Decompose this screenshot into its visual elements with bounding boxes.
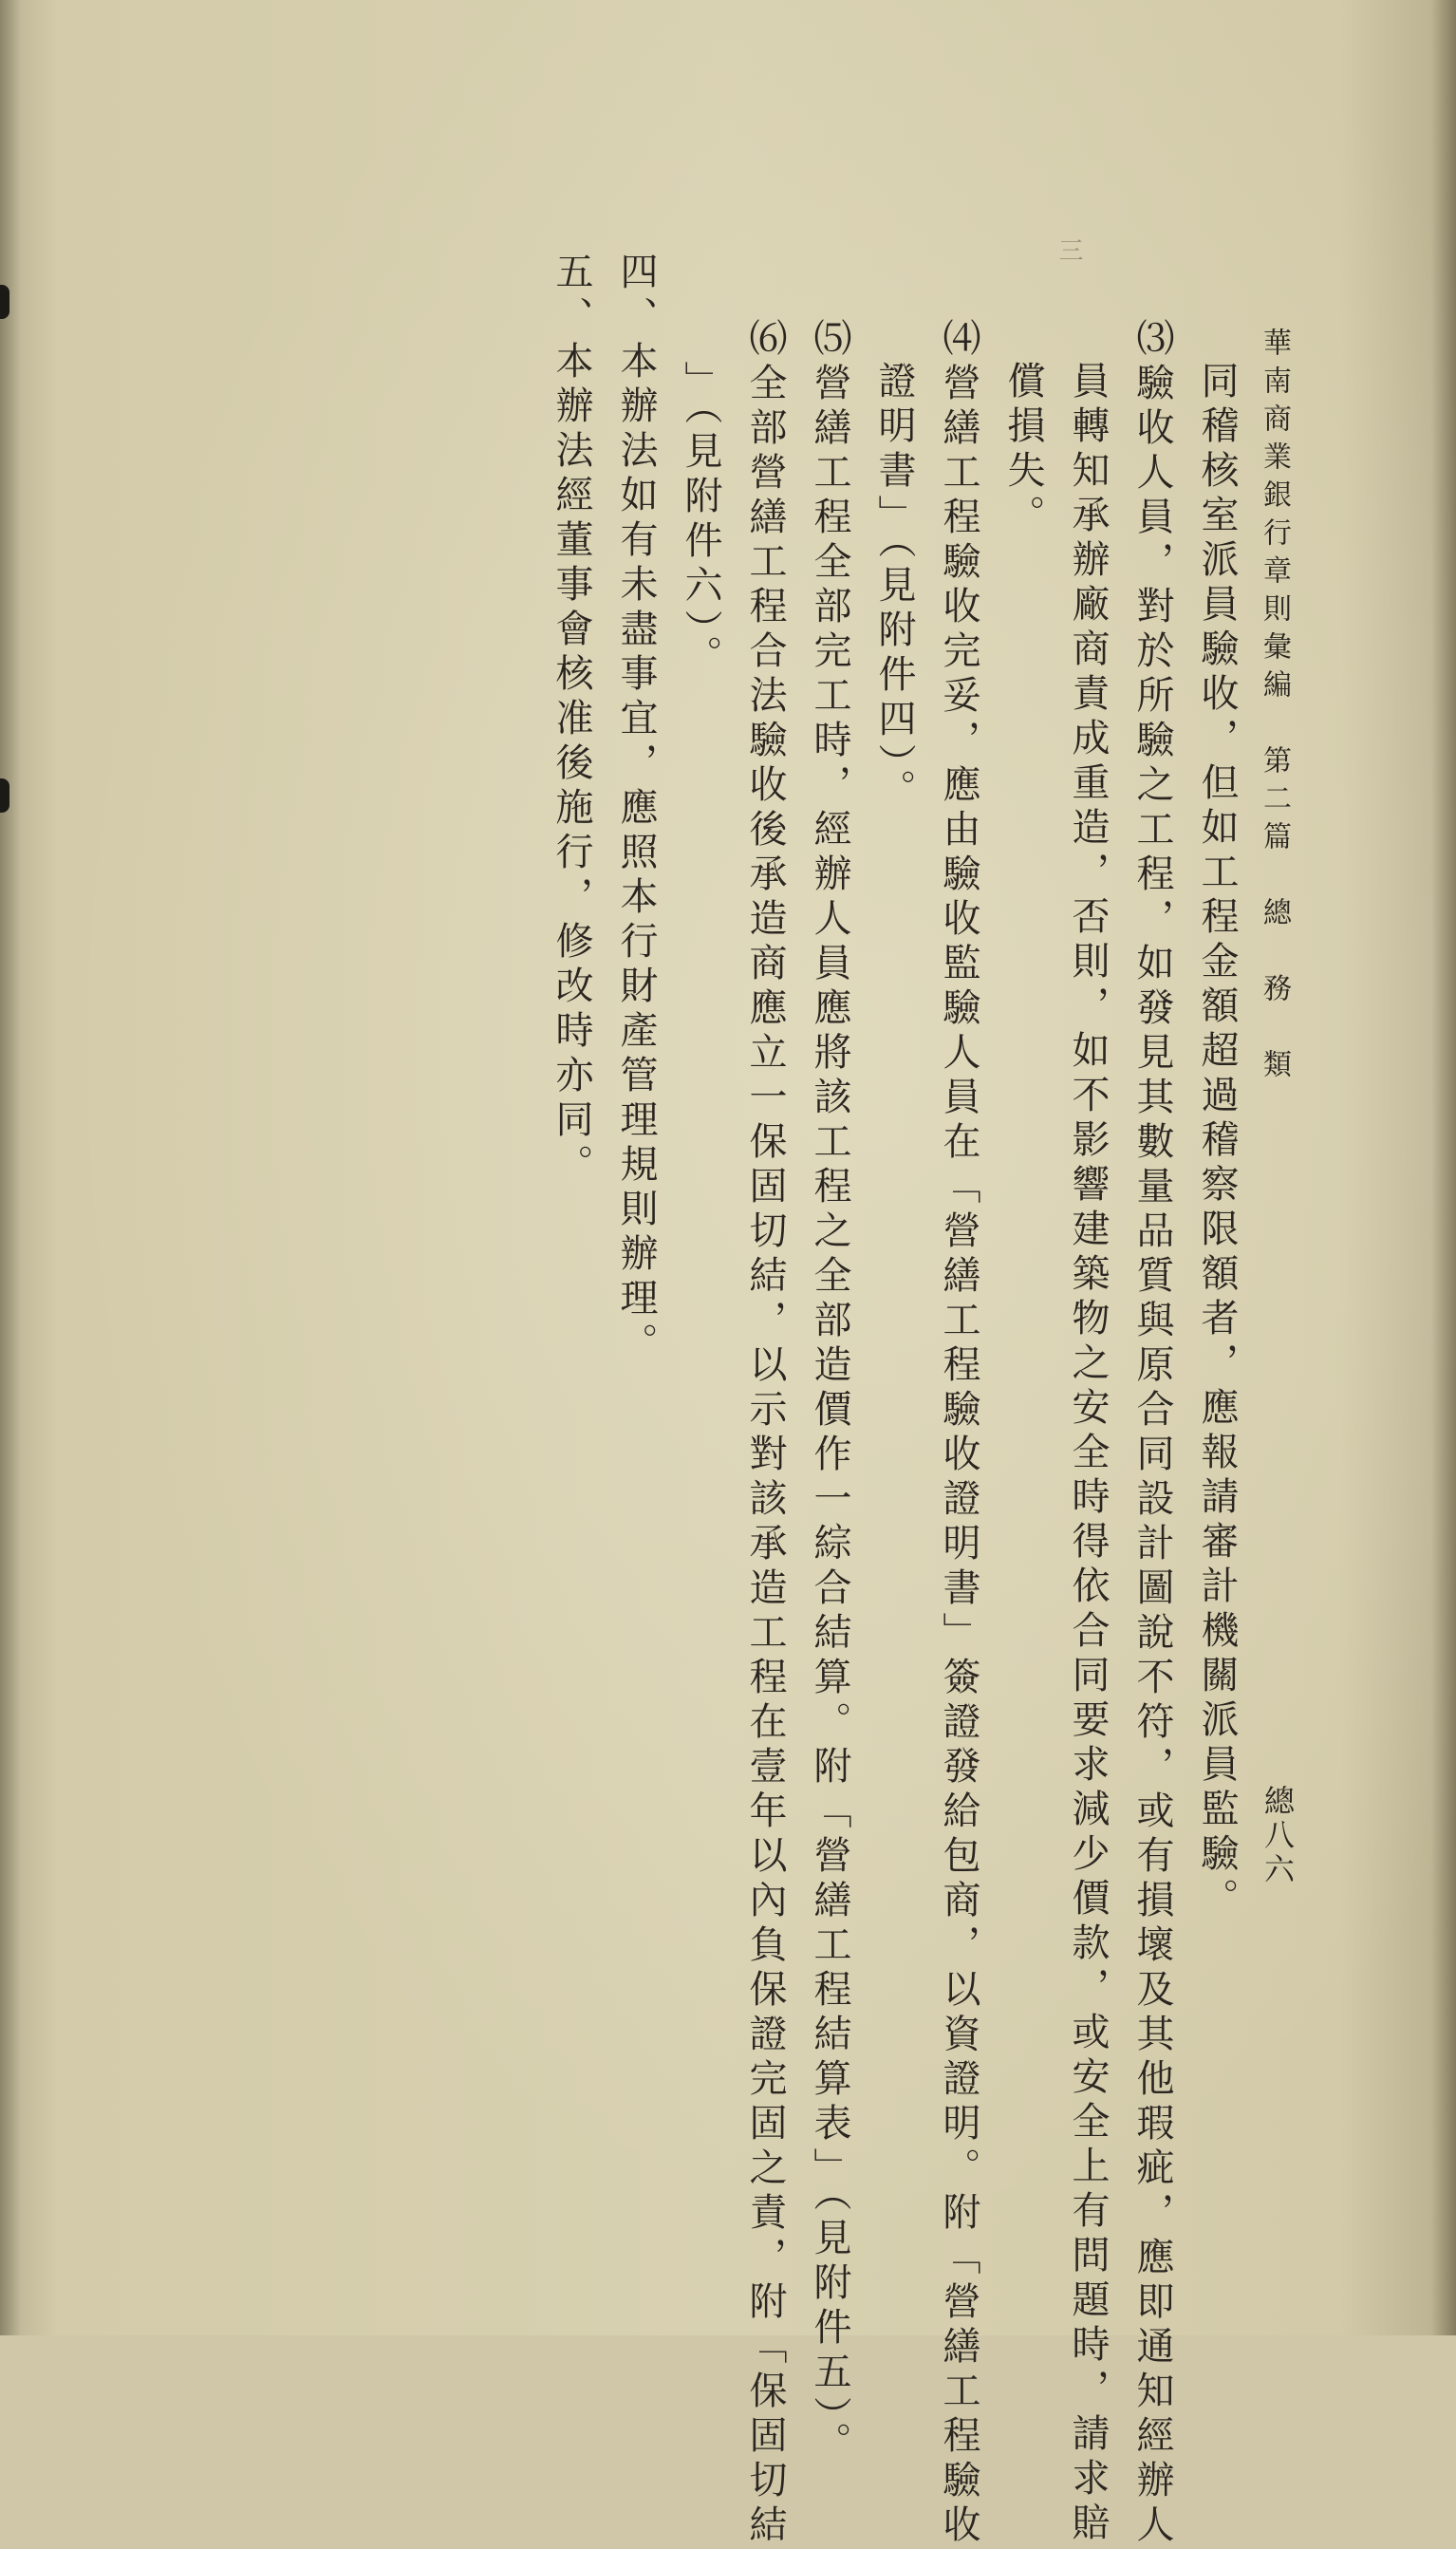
ink-smudge: 三 [1055, 237, 1083, 262]
text-column: 」（見附件六）。 [679, 361, 722, 680]
text-column: 同稽核室派員驗收，但如工程金額超過稽察限額者，應報請審計機關派員監驗。 [1195, 361, 1239, 1922]
text-column: 五、本辦法經董事會核准後施行，修改時亦同。 [550, 252, 593, 1189]
running-title: 華南商業銀行章則彙編 第二篇 總 務 類 [1258, 328, 1291, 1087]
binding-hole-mark [0, 778, 9, 813]
text-column: ⑹全部營繕工程合法驗收後承造商應立一保固切結，以示對該承造工程在壹年以內負保證完固之責，附「保固切結 [743, 318, 787, 2549]
page-edge-shadow-right [1431, 0, 1456, 2335]
text-column: 償損失。 [1001, 361, 1045, 539]
text-column: 證明書」（見附件四）。 [872, 361, 916, 814]
text-column: ⑷營繕工程驗收完妥，應由驗收監驗人員在「營繕工程驗收證明書」簽證發給包商，以資證明。附「營繕工程驗收 [937, 318, 980, 2549]
text-column: ⑸營繕工程全部完工時，經辦人員應將該工程之全部造價作一綜合結算。附「營繕工程結算表」（見附件五）。 [808, 318, 851, 2466]
text-column: 四、本辦法如有未盡事宜，應照本行財產管理規則辦理。 [614, 252, 658, 1367]
binding-hole-mark [0, 285, 9, 319]
page-folio: 總八六 [1260, 1785, 1296, 1887]
page-edge-shadow-left [0, 0, 21, 2335]
text-column: ⑶驗收人員，對於所驗之工程，如發見其數量品質與原合同設計圖說不符，或有損壞及其他瑕疵，應即通知經辦人 [1130, 318, 1174, 2549]
text-column: 員轉知承辦廠商責成重造，否則，如不影響建築物之安全時得依合同要求減少價款，或安全上有問題時，請求賠 [1066, 361, 1110, 2547]
